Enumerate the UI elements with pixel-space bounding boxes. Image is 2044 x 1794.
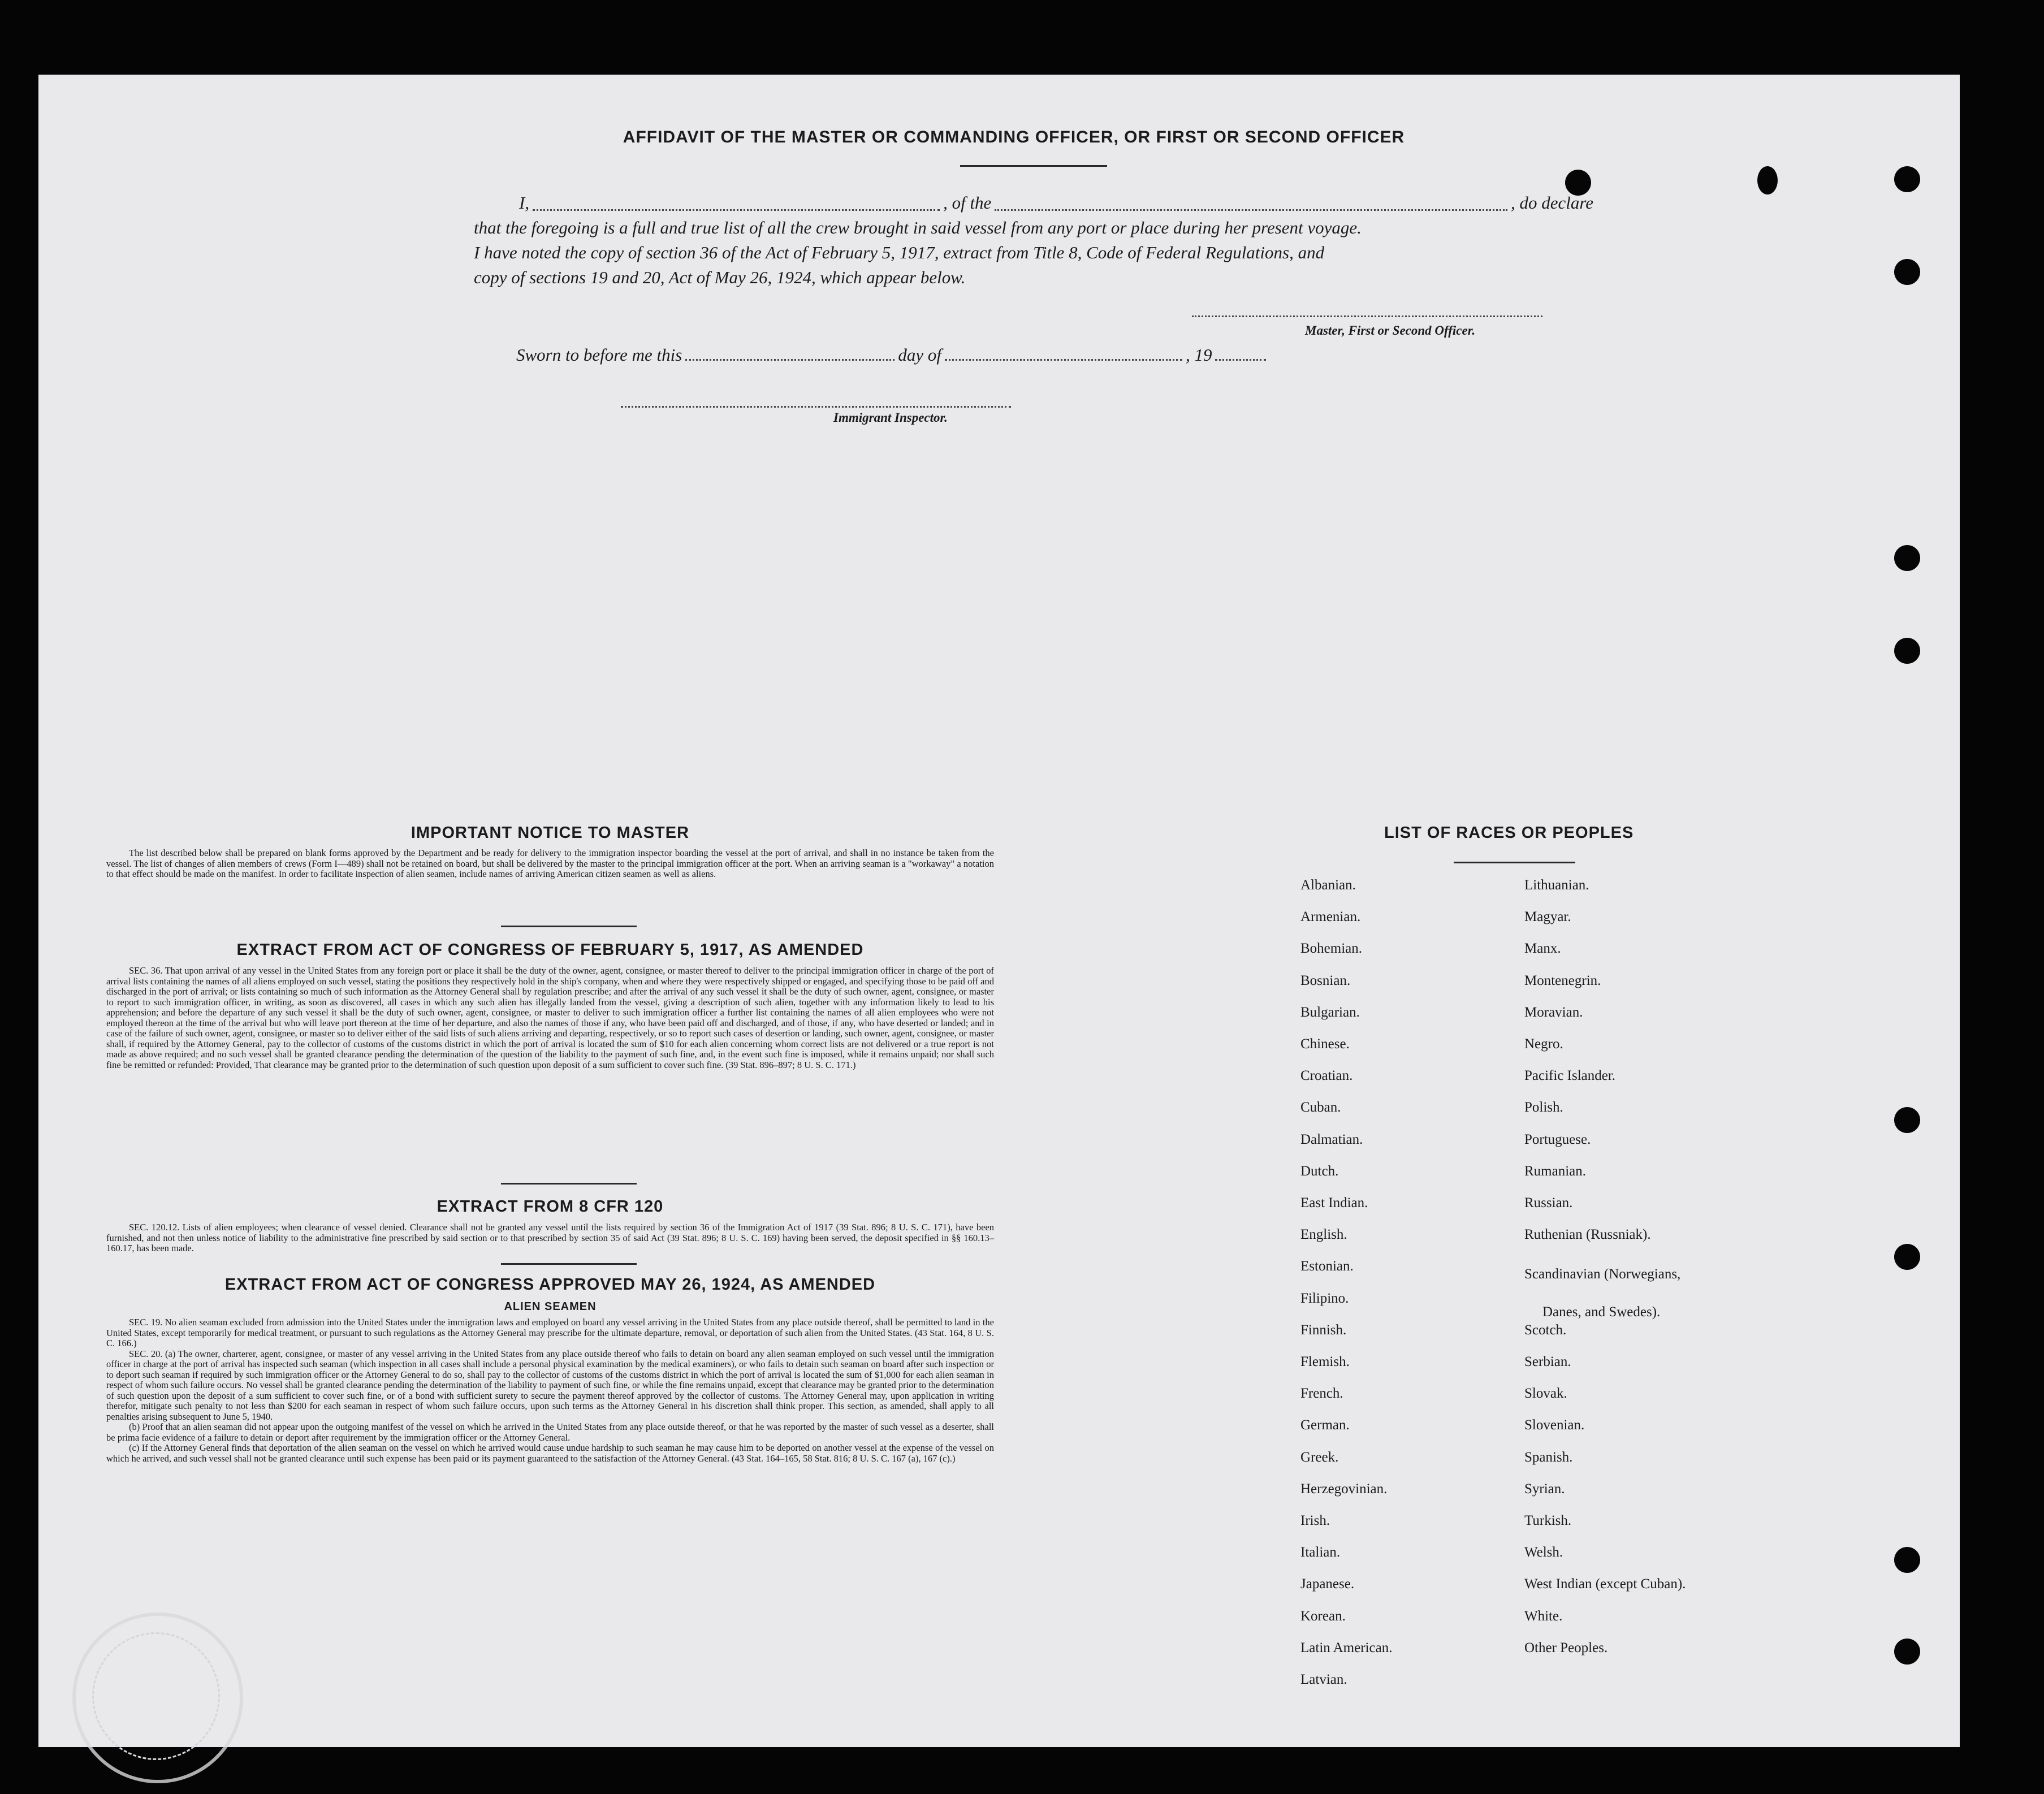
punch-hole <box>1894 545 1920 571</box>
notice-body: The list described below shall be prepared on blank forms approved by the Department and be ready for delivery to the immigration inspector boarding the vessel at the port of arrival, and shall in no instance be taken from the vessel. The list of changes of alien members of crews (Form I—489) shall not be retained on board, but shall be delivered by the master to the principal immigration officer at the port. When an arriving seaman is a "workaway" a notation to that effect should be made on the manifest. In order to facilitate inspection of alien seamen, include names of arriving American citizen seamen as well as aliens. <box>106 848 994 879</box>
sworn-day-field[interactable] <box>685 359 894 361</box>
race-item: Latvian. <box>1300 1672 1347 1687</box>
master-signature-label: Master, First or Second Officer. <box>1305 323 1476 338</box>
sec-20a-text: SEC. 20. (a) The owner, charterer, agent, consignee, or master of any vessel arriving in the United States from any place outside thereof who fails to detain on board any alien seaman employed on such vessel until the immigration officer in charge at the port of arrival has inspected such seaman (which inspection in all cases shall include a personal physical examination by the medical examiners), or who fails to detain such seaman on board after such inspection or to deport such seaman if required by such immigration officer or the Attorney General to do so, shall pay to the collector of customs of the customs district in which the port of arrival is located the sum of $1,000 for each alien seaman in respect of whom such failure occurs. No vessel shall be granted clearance pending the determination of the liability to payment of such fine, or while the fine remains unpaid, except that clearance may be granted prior to the determination of such question upon the deposit of a sum sufficient to cover such fine, or of a bond with sufficient surety to secure the payment thereof approved by the collector of customs. The Attorney General may, upon application in writing therefor, mitigate such penalty to not less than $200 for each seaman in respect of whom such failure occurs, upon such terms as the Attorney General in his discretion shall think proper. This section, as amended, shall apply to all penalties arising subsequent to June 5, 1940. <box>106 1348 994 1422</box>
race-item: Manx. <box>1524 941 1561 957</box>
sworn-line <box>516 345 1353 365</box>
race-item: Croatian. <box>1300 1068 1353 1084</box>
sworn-year-label: , 19 <box>1185 345 1212 365</box>
race-item: Chinese. <box>1300 1036 1350 1052</box>
affidavit-line-1 <box>474 191 1593 215</box>
race-item: Turkish. <box>1524 1513 1572 1528</box>
race-item: Bohemian. <box>1300 941 1363 957</box>
affidavit-title: AFFIDAVIT OF THE MASTER OR COMMANDING OFFICER, OR FIRST OR SECOND OFFICER <box>623 128 1405 146</box>
race-item: Other Peoples. <box>1524 1640 1608 1655</box>
race-item: Spanish. <box>1524 1449 1573 1465</box>
race-item: Moravian. <box>1524 1004 1583 1020</box>
race-item: Albanian. <box>1300 877 1356 893</box>
race-item: English. <box>1300 1227 1347 1243</box>
race-item: Pacific Islander. <box>1524 1068 1616 1084</box>
affidavit-body <box>474 191 1593 290</box>
extract-1917-divider <box>501 1183 637 1185</box>
affidavit-line-2: that the foregoing is a full and true list of all the crew brought in said vessel from any port or place during her present voyage. <box>474 218 1362 237</box>
race-item: Lithuanian. <box>1524 877 1589 893</box>
races-underline <box>1454 862 1575 863</box>
sworn-prefix: Sworn to before me this <box>516 345 682 365</box>
name-field[interactable] <box>533 209 940 211</box>
extract-1924-subtitle: ALIEN SEAMEN <box>504 1300 597 1313</box>
punch-hole <box>1894 1547 1920 1573</box>
race-item: Syrian. <box>1524 1481 1565 1497</box>
race-item: Serbian. <box>1524 1354 1571 1369</box>
embossed-seal-inner <box>92 1632 220 1760</box>
extract-1924-body <box>106 1317 994 1464</box>
race-item: Dalmatian. <box>1300 1131 1363 1147</box>
extract-cfr-title: EXTRACT FROM 8 CFR 120 <box>437 1198 664 1216</box>
race-item: Filipino. <box>1300 1290 1349 1306</box>
extract-1917-title: EXTRACT FROM ACT OF CONGRESS OF FEBRUARY 5, 1917, AS AMENDED <box>236 941 864 959</box>
affidavit-declare-label: , do declare <box>1510 193 1593 213</box>
extract-1917-body: SEC. 36. That upon arrival of any vessel in the United States from any foreign port or place it shall be the duty of the owner, agent, consignee, or master thereof to deliver to the principal immigration officer in charge of the port of arrival lists containing the names of all aliens employed on such vessel, stating the positions they respectively hold in the ship's company, when and where they were respectively shipped or engaged, and specifying those to be paid off and discharged in the port of arrival; or lists containing so much of such information as the Attorney General shall by regulation prescribe; and after the arrival of any such vessel it shall be the duty of such owner, agent, consignee, or master to report to such immigration officer, in writing, as soon as discovered, all cases in which any such alien has illegally landed from the vessel, giving a description of such alien, together with any information likely to lead to his apprehension; and before the departure of any such vessel it shall be the duty of such owner, agent, consignee, or master to deliver to such immigration officer a further list containing the names of all alien employees who were not employed thereon at the time of the arrival but who will leave port thereon at the time of her departure, and also the names of those if any, who have been paid off and discharged, and of those, if any, who have deserted or landed; and in case of the failure of such owner, agent, consignee, or master so to deliver either of the said lists of such aliens arriving and departing, respectively, or so to report such cases of desertion or landing, such owner, agent, consignee, or master shall, if required by the Attorney General, pay to the collector of customs of the customs district in which the port of arrival is located the sum of $10 for each alien concerning whom correct lists are not delivered or a true report is not made as above required; and no such vessel shall be granted clearance pending the determination of the question of the liability to the payment of such fine, and, in the event such fine is imposed, while it remains unpaid; nor shall such fine be remitted or refunded: Provided, That clearance may be granted prior to the determination of such question upon deposit of a sum sufficient to cover such fine. (39 Stat. 896–897; 8 U. S. C. 171.) <box>106 965 994 1070</box>
sec-20c-text: (c) If the Attorney General finds that deportation of the alien seaman on the vessel on which he arrived would cause undue hardship to such seaman he may cause him to be deported on another vessel at the expense of the vessel on which he arrived, and such vessel shall not be granted clearance until such expense has been paid or its payment guaranteed to the satisfaction of the Attorney General. (43 Stat. 164–165, 58 Stat. 816; 8 U. S. C. 167 (a), 167 (c).) <box>106 1442 994 1464</box>
race-item: Ruthenian (Russniak). <box>1524 1227 1651 1243</box>
race-item: Slovenian. <box>1524 1417 1585 1433</box>
race-item: Armenian. <box>1300 909 1361 925</box>
sworn-month-field[interactable] <box>945 359 1182 361</box>
punch-hole <box>1894 1107 1920 1133</box>
punch-hole <box>1894 1244 1920 1270</box>
race-item: Greek. <box>1300 1449 1339 1465</box>
race-item: Scandinavian (Norwegians, <box>1524 1266 1681 1282</box>
sworn-day-of-label: day of <box>898 345 941 365</box>
race-item: Scotch. <box>1524 1322 1567 1338</box>
race-item: Irish. <box>1300 1513 1330 1528</box>
race-item: Japanese. <box>1300 1576 1355 1592</box>
race-item: Cuban. <box>1300 1100 1341 1116</box>
race-item: Latin American. <box>1300 1640 1393 1655</box>
sec-19-text: SEC. 19. No alien seaman excluded from admission into the United States under the immigration laws and employed on board any vessel arriving in the United States from any place outside thereof, shall be permitted to land in the United States, except temporarily for medical treatment, or pursuant to such regulations as the Attorney General may prescribe for the ultimate departure, removal, or deportation of such alien from the United States. (43 Stat. 164, 8 U. S. C. 166.) <box>106 1317 994 1348</box>
race-item: Herzegovinian. <box>1300 1481 1388 1497</box>
master-signature-line[interactable] <box>1192 315 1542 317</box>
notice-title: IMPORTANT NOTICE TO MASTER <box>410 824 690 842</box>
race-item: Flemish. <box>1300 1354 1350 1369</box>
race-item: Russian. <box>1524 1195 1573 1211</box>
affidavit-of-the-label: , of the <box>943 193 992 213</box>
race-item: Montenegrin. <box>1524 972 1601 988</box>
race-item: Korean. <box>1300 1608 1346 1624</box>
race-item: East Indian. <box>1300 1195 1368 1211</box>
race-item: Slovak. <box>1524 1386 1567 1402</box>
title-underline <box>960 165 1107 167</box>
race-item: Polish. <box>1524 1100 1563 1116</box>
extract-cfr-divider <box>501 1263 637 1265</box>
extract-cfr-body: SEC. 120.12. Lists of alien employees; when clearance of vessel denied. Clearance shall not be granted any vessel until the lists required by section 36 of the Immigration Act of 1917 (39 Stat. 896; 8 U. S. C. 171), have been furnished, and not then unless notice of liability to the administrative fine prescribed by said section or to that prescribed by section 35 of said Act (39 Stat. 896; 8 U. S. C. 169) having been served, the deposit specified in §§ 160.13–160.17, has been made. <box>106 1222 994 1253</box>
race-item: French. <box>1300 1386 1343 1402</box>
race-item: Rumanian. <box>1524 1163 1587 1179</box>
affidavit-i-label: I, <box>519 193 530 213</box>
punch-hole <box>1894 1639 1920 1665</box>
race-item: German. <box>1300 1417 1350 1433</box>
punch-hole <box>1894 166 1920 192</box>
race-item: Welsh. <box>1524 1545 1563 1560</box>
inspector-signature-line[interactable] <box>621 406 1011 408</box>
punch-hole <box>1757 166 1778 194</box>
race-item: Negro. <box>1524 1036 1563 1052</box>
sworn-year-field[interactable] <box>1215 359 1266 361</box>
race-item: Italian. <box>1300 1545 1341 1560</box>
race-item: West Indian (except Cuban). <box>1524 1576 1686 1592</box>
race-item: Bosnian. <box>1300 972 1351 988</box>
inspector-signature-label: Immigrant Inspector. <box>833 410 948 425</box>
race-item: Magyar. <box>1524 909 1571 925</box>
affidavit-line-4: copy of sections 19 and 20, Act of May 26, 1924, which appear below. <box>474 267 966 287</box>
notice-divider <box>501 926 637 927</box>
sec-20b-text: (b) Proof that an alien seaman did not appear upon the outgoing manifest of the vessel on which he arrived in the United States from any place outside thereof, or that he was reported by the master of such vessel as a deserter, shall be prima facie evidence of a failure to detain or deport after requirement by the immigration officer or the Attorney General. <box>106 1421 994 1443</box>
punch-hole <box>1894 638 1920 664</box>
form-page <box>38 75 1960 1747</box>
affidavit-line-3: I have noted the copy of section 36 of the Act of February 5, 1917, extract from Title 8, Code of Federal Regulations, and <box>474 243 1325 262</box>
punch-hole <box>1894 259 1920 285</box>
race-item: Dutch. <box>1300 1163 1339 1179</box>
race-item: Portuguese. <box>1524 1131 1591 1147</box>
race-item: Danes, and Swedes). <box>1542 1304 1661 1320</box>
races-title: LIST OF RACES OR PEOPLES <box>1384 824 1634 842</box>
race-item: Finnish. <box>1300 1322 1347 1338</box>
race-item: White. <box>1524 1608 1563 1624</box>
race-item: Estonian. <box>1300 1259 1354 1274</box>
vessel-field[interactable] <box>995 209 1507 211</box>
race-item: Bulgarian. <box>1300 1004 1360 1020</box>
extract-1924-title: EXTRACT FROM ACT OF CONGRESS APPROVED MAY 26, 1924, AS AMENDED <box>224 1276 876 1294</box>
